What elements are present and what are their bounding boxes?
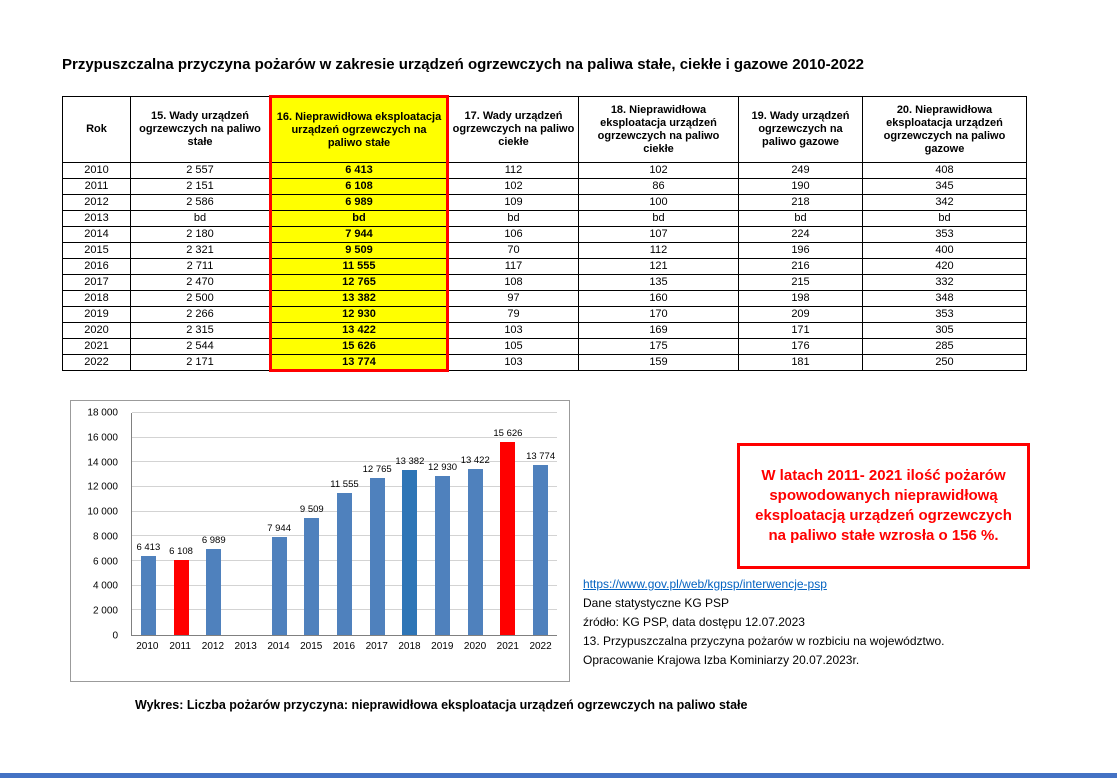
bar	[174, 560, 189, 635]
value-cell: bd	[448, 211, 579, 227]
year-cell: 2019	[63, 307, 131, 323]
bar-slot	[394, 413, 427, 635]
bar	[500, 442, 515, 635]
value-cell: 12 765	[271, 275, 448, 291]
source-link[interactable]: https://www.gov.pl/web/kgpsp/interwencje-psp	[583, 577, 827, 591]
value-cell: 190	[739, 179, 863, 195]
value-cell: 216	[739, 259, 863, 275]
bar-chart	[70, 400, 570, 682]
page-title: Przypuszczalna przyczyna pożarów w zakresie urządzeń ogrzewczych na paliwa stałe, ciekłe i gazowe 2010-2022	[62, 56, 865, 73]
y-axis-labels	[71, 407, 125, 642]
value-cell: 109	[448, 195, 579, 211]
y-axis-tick-label: 16 000	[87, 432, 118, 444]
table-row	[63, 179, 1027, 195]
bar-slot	[459, 413, 492, 635]
value-cell: 107	[579, 227, 739, 243]
x-axis-label: 2022	[529, 641, 552, 652]
value-cell: 6 108	[271, 179, 448, 195]
table-header-row	[63, 97, 1027, 163]
table-row	[63, 307, 1027, 323]
year-cell: 2011	[63, 179, 131, 195]
value-cell: 97	[448, 291, 579, 307]
value-cell: 2 470	[131, 275, 271, 291]
value-cell: 209	[739, 307, 863, 323]
y-axis-tick-label: 12 000	[87, 481, 118, 493]
column-header-15: 15. Wady urządzeń ogrzewczych na paliwo stałe	[131, 97, 271, 163]
bar-slot	[165, 413, 198, 635]
year-cell: 2012	[63, 195, 131, 211]
value-cell: 117	[448, 259, 579, 275]
bar	[370, 478, 385, 635]
value-cell: 103	[448, 323, 579, 339]
source-line: Dane statystyczne KG PSP	[583, 596, 730, 610]
value-cell: 2 180	[131, 227, 271, 243]
value-cell: 2 557	[131, 163, 271, 179]
value-cell: 103	[448, 355, 579, 371]
bar-value-label: 6 108	[169, 545, 193, 557]
bar-slot	[361, 413, 394, 635]
year-cell: 2013	[63, 211, 131, 227]
bar-value-label: 13 382	[395, 455, 425, 467]
bar	[402, 470, 417, 635]
source-line: źródło: KG PSP, data dostępu 12.07.2023	[583, 615, 805, 629]
value-cell: 112	[579, 243, 739, 259]
table-row	[63, 227, 1027, 243]
value-cell: 2 266	[131, 307, 271, 323]
value-cell: 2 321	[131, 243, 271, 259]
value-cell: 400	[863, 243, 1027, 259]
x-axis-label: 2014	[267, 641, 290, 652]
value-cell: 215	[739, 275, 863, 291]
bars-layer	[132, 413, 557, 635]
value-cell: 176	[739, 339, 863, 355]
value-cell: 13 382	[271, 291, 448, 307]
bar	[533, 465, 548, 635]
value-cell: 420	[863, 259, 1027, 275]
value-cell: 11 555	[271, 259, 448, 275]
annotation-box	[737, 443, 1030, 569]
value-cell: 170	[579, 307, 739, 323]
value-cell: 348	[863, 291, 1027, 307]
bar-slot	[295, 413, 328, 635]
value-cell: 171	[739, 323, 863, 339]
value-cell: 2 315	[131, 323, 271, 339]
bar-slot	[426, 413, 459, 635]
year-cell: 2017	[63, 275, 131, 291]
value-cell: 169	[579, 323, 739, 339]
value-cell: 108	[448, 275, 579, 291]
chart-plot-area	[131, 413, 557, 636]
y-axis-tick-label: 6 000	[92, 556, 118, 568]
value-cell: 12 930	[271, 307, 448, 323]
y-axis-tick-label: 2 000	[92, 605, 118, 617]
value-cell: 345	[863, 179, 1027, 195]
value-cell: 175	[579, 339, 739, 355]
value-cell: 408	[863, 163, 1027, 179]
value-cell: 15 626	[271, 339, 448, 355]
bar-value-label: 12 930	[428, 461, 458, 473]
value-cell: 86	[579, 179, 739, 195]
value-cell: 7 944	[271, 227, 448, 243]
value-cell: 2 151	[131, 179, 271, 195]
value-cell: 181	[739, 355, 863, 371]
table-row	[63, 259, 1027, 275]
x-axis-label: 2010	[136, 641, 159, 652]
value-cell: 6 413	[271, 163, 448, 179]
value-cell: 353	[863, 227, 1027, 243]
value-cell: 2 171	[131, 355, 271, 371]
y-axis-tick-label: 18 000	[87, 407, 118, 419]
x-axis-label: 2017	[365, 641, 388, 652]
year-cell: 2021	[63, 339, 131, 355]
fire-statistics-table	[62, 95, 1027, 372]
bar	[206, 549, 221, 635]
y-axis-tick-label: 8 000	[92, 531, 118, 543]
value-cell: 135	[579, 275, 739, 291]
bar	[141, 556, 156, 635]
bar-value-label: 15 626	[493, 428, 523, 440]
value-cell: 160	[579, 291, 739, 307]
value-cell: bd	[739, 211, 863, 227]
table-row	[63, 243, 1027, 259]
source-link-line	[583, 575, 1033, 594]
column-header-rok: Rok	[63, 97, 131, 163]
bar-value-label: 13 774	[526, 451, 556, 463]
value-cell: 102	[448, 179, 579, 195]
bar-value-label: 12 765	[362, 463, 392, 475]
column-header-20: 20. Nieprawidłowa eksploatacja urządzeń ogrzewczych na paliwo gazowe	[863, 97, 1027, 163]
bar-slot	[197, 413, 230, 635]
year-cell: 2015	[63, 243, 131, 259]
table-body	[63, 163, 1027, 371]
value-cell: 305	[863, 323, 1027, 339]
bar-slot	[263, 413, 296, 635]
value-cell: 2 544	[131, 339, 271, 355]
value-cell: 342	[863, 195, 1027, 211]
table-row	[63, 339, 1027, 355]
value-cell: 249	[739, 163, 863, 179]
bar	[435, 476, 450, 635]
value-cell: 196	[739, 243, 863, 259]
bar-value-label: 9 509	[299, 503, 324, 515]
value-cell: 6 989	[271, 195, 448, 211]
sources-block	[583, 575, 1033, 670]
year-cell: 2020	[63, 323, 131, 339]
column-header-16-highlighted: 16. Nieprawidłowa eksploatacja urządzeń ogrzewczych na paliwo stałe	[271, 97, 448, 163]
x-axis-label: 2019	[431, 641, 454, 652]
value-cell: 218	[739, 195, 863, 211]
value-cell: 198	[739, 291, 863, 307]
y-axis-tick-label: 4 000	[92, 580, 118, 592]
x-axis-label: 2020	[463, 641, 487, 652]
year-cell: 2010	[63, 163, 131, 179]
value-cell: bd	[579, 211, 739, 227]
source-line: 13. Przypuszczalna przyczyna pożarów w rozbiciu na województwo.	[583, 634, 945, 648]
column-header-18: 18. Nieprawidłowa eksploatacja urządzeń ogrzewczych na paliwo ciekłe	[579, 97, 739, 163]
value-cell: 9 509	[271, 243, 448, 259]
value-cell: bd	[271, 211, 448, 227]
value-cell: 2 586	[131, 195, 271, 211]
bar-slot	[132, 413, 165, 635]
table-row	[63, 355, 1027, 371]
x-axis-label: 2012	[201, 641, 225, 652]
year-cell: 2016	[63, 259, 131, 275]
table-row	[63, 275, 1027, 291]
column-header-19: 19. Wady urządzeń ogrzewczych na paliwo gazowe	[739, 97, 863, 163]
bar-slot	[230, 413, 263, 635]
value-cell: bd	[131, 211, 271, 227]
x-axis-label: 2021	[496, 641, 519, 652]
x-axis-label: 2013	[234, 641, 257, 652]
bar-value-label: 11 555	[330, 478, 359, 490]
value-cell: 353	[863, 307, 1027, 323]
value-cell: 105	[448, 339, 579, 355]
bar-value-label: 7 944	[267, 523, 291, 535]
value-cell: 106	[448, 227, 579, 243]
bar-slot	[492, 413, 525, 635]
table-header	[63, 97, 1027, 163]
x-axis-labels	[131, 641, 557, 652]
value-cell: 2 500	[131, 291, 271, 307]
bottom-border-strip	[0, 773, 1117, 778]
value-cell: 70	[448, 243, 579, 259]
year-cell: 2022	[63, 355, 131, 371]
value-cell: 100	[579, 195, 739, 211]
value-cell: 2 711	[131, 259, 271, 275]
source-line: Opracowanie Krajowa Izba Kominiarzy 20.07.2023r.	[583, 653, 860, 667]
table-row	[63, 195, 1027, 211]
table-row	[63, 211, 1027, 227]
bar-slot	[524, 413, 557, 635]
value-cell: 102	[579, 163, 739, 179]
value-cell: 285	[863, 339, 1027, 355]
value-cell: 332	[863, 275, 1027, 291]
x-axis-label: 2018	[398, 641, 421, 652]
value-cell: 121	[579, 259, 739, 275]
bar-slot	[328, 413, 361, 635]
y-axis-tick-label: 0	[112, 630, 118, 642]
bar-value-label: 6 413	[136, 541, 161, 553]
value-cell: 224	[739, 227, 863, 243]
value-cell: bd	[863, 211, 1027, 227]
annotation-text: W latach 2011- 2021 ilość pożarów spowodowanych nieprawidłową eksploatacją urządzeń ogrzewczych na paliwo stałe wzrosła o 156 %.	[755, 466, 1012, 545]
value-cell: 13 422	[271, 323, 448, 339]
table-row	[63, 291, 1027, 307]
bar-value-label: 13 422	[460, 455, 490, 467]
x-axis-label: 2011	[169, 641, 191, 652]
bar	[337, 493, 352, 636]
value-cell: 250	[863, 355, 1027, 371]
chart-caption: Wykres: Liczba pożarów przyczyna: nieprawidłowa eksploatacja urządzeń ogrzewczych na paliwo stałe	[135, 698, 748, 712]
value-cell: 13 774	[271, 355, 448, 371]
value-cell: 112	[448, 163, 579, 179]
year-cell: 2018	[63, 291, 131, 307]
y-axis-tick-label: 10 000	[87, 506, 118, 518]
column-header-17: 17. Wady urządzeń ogrzewczych na paliwo ciekłe	[448, 97, 579, 163]
bar	[304, 518, 319, 635]
table-row	[63, 323, 1027, 339]
bar-value-label: 6 989	[201, 534, 226, 546]
x-axis-label: 2015	[300, 641, 323, 652]
bar	[272, 537, 287, 635]
table-row	[63, 163, 1027, 179]
value-cell: 159	[579, 355, 739, 371]
x-axis-label: 2016	[332, 641, 356, 652]
year-cell: 2014	[63, 227, 131, 243]
bar	[468, 469, 483, 635]
y-axis-tick-label: 14 000	[87, 457, 118, 469]
value-cell: 79	[448, 307, 579, 323]
